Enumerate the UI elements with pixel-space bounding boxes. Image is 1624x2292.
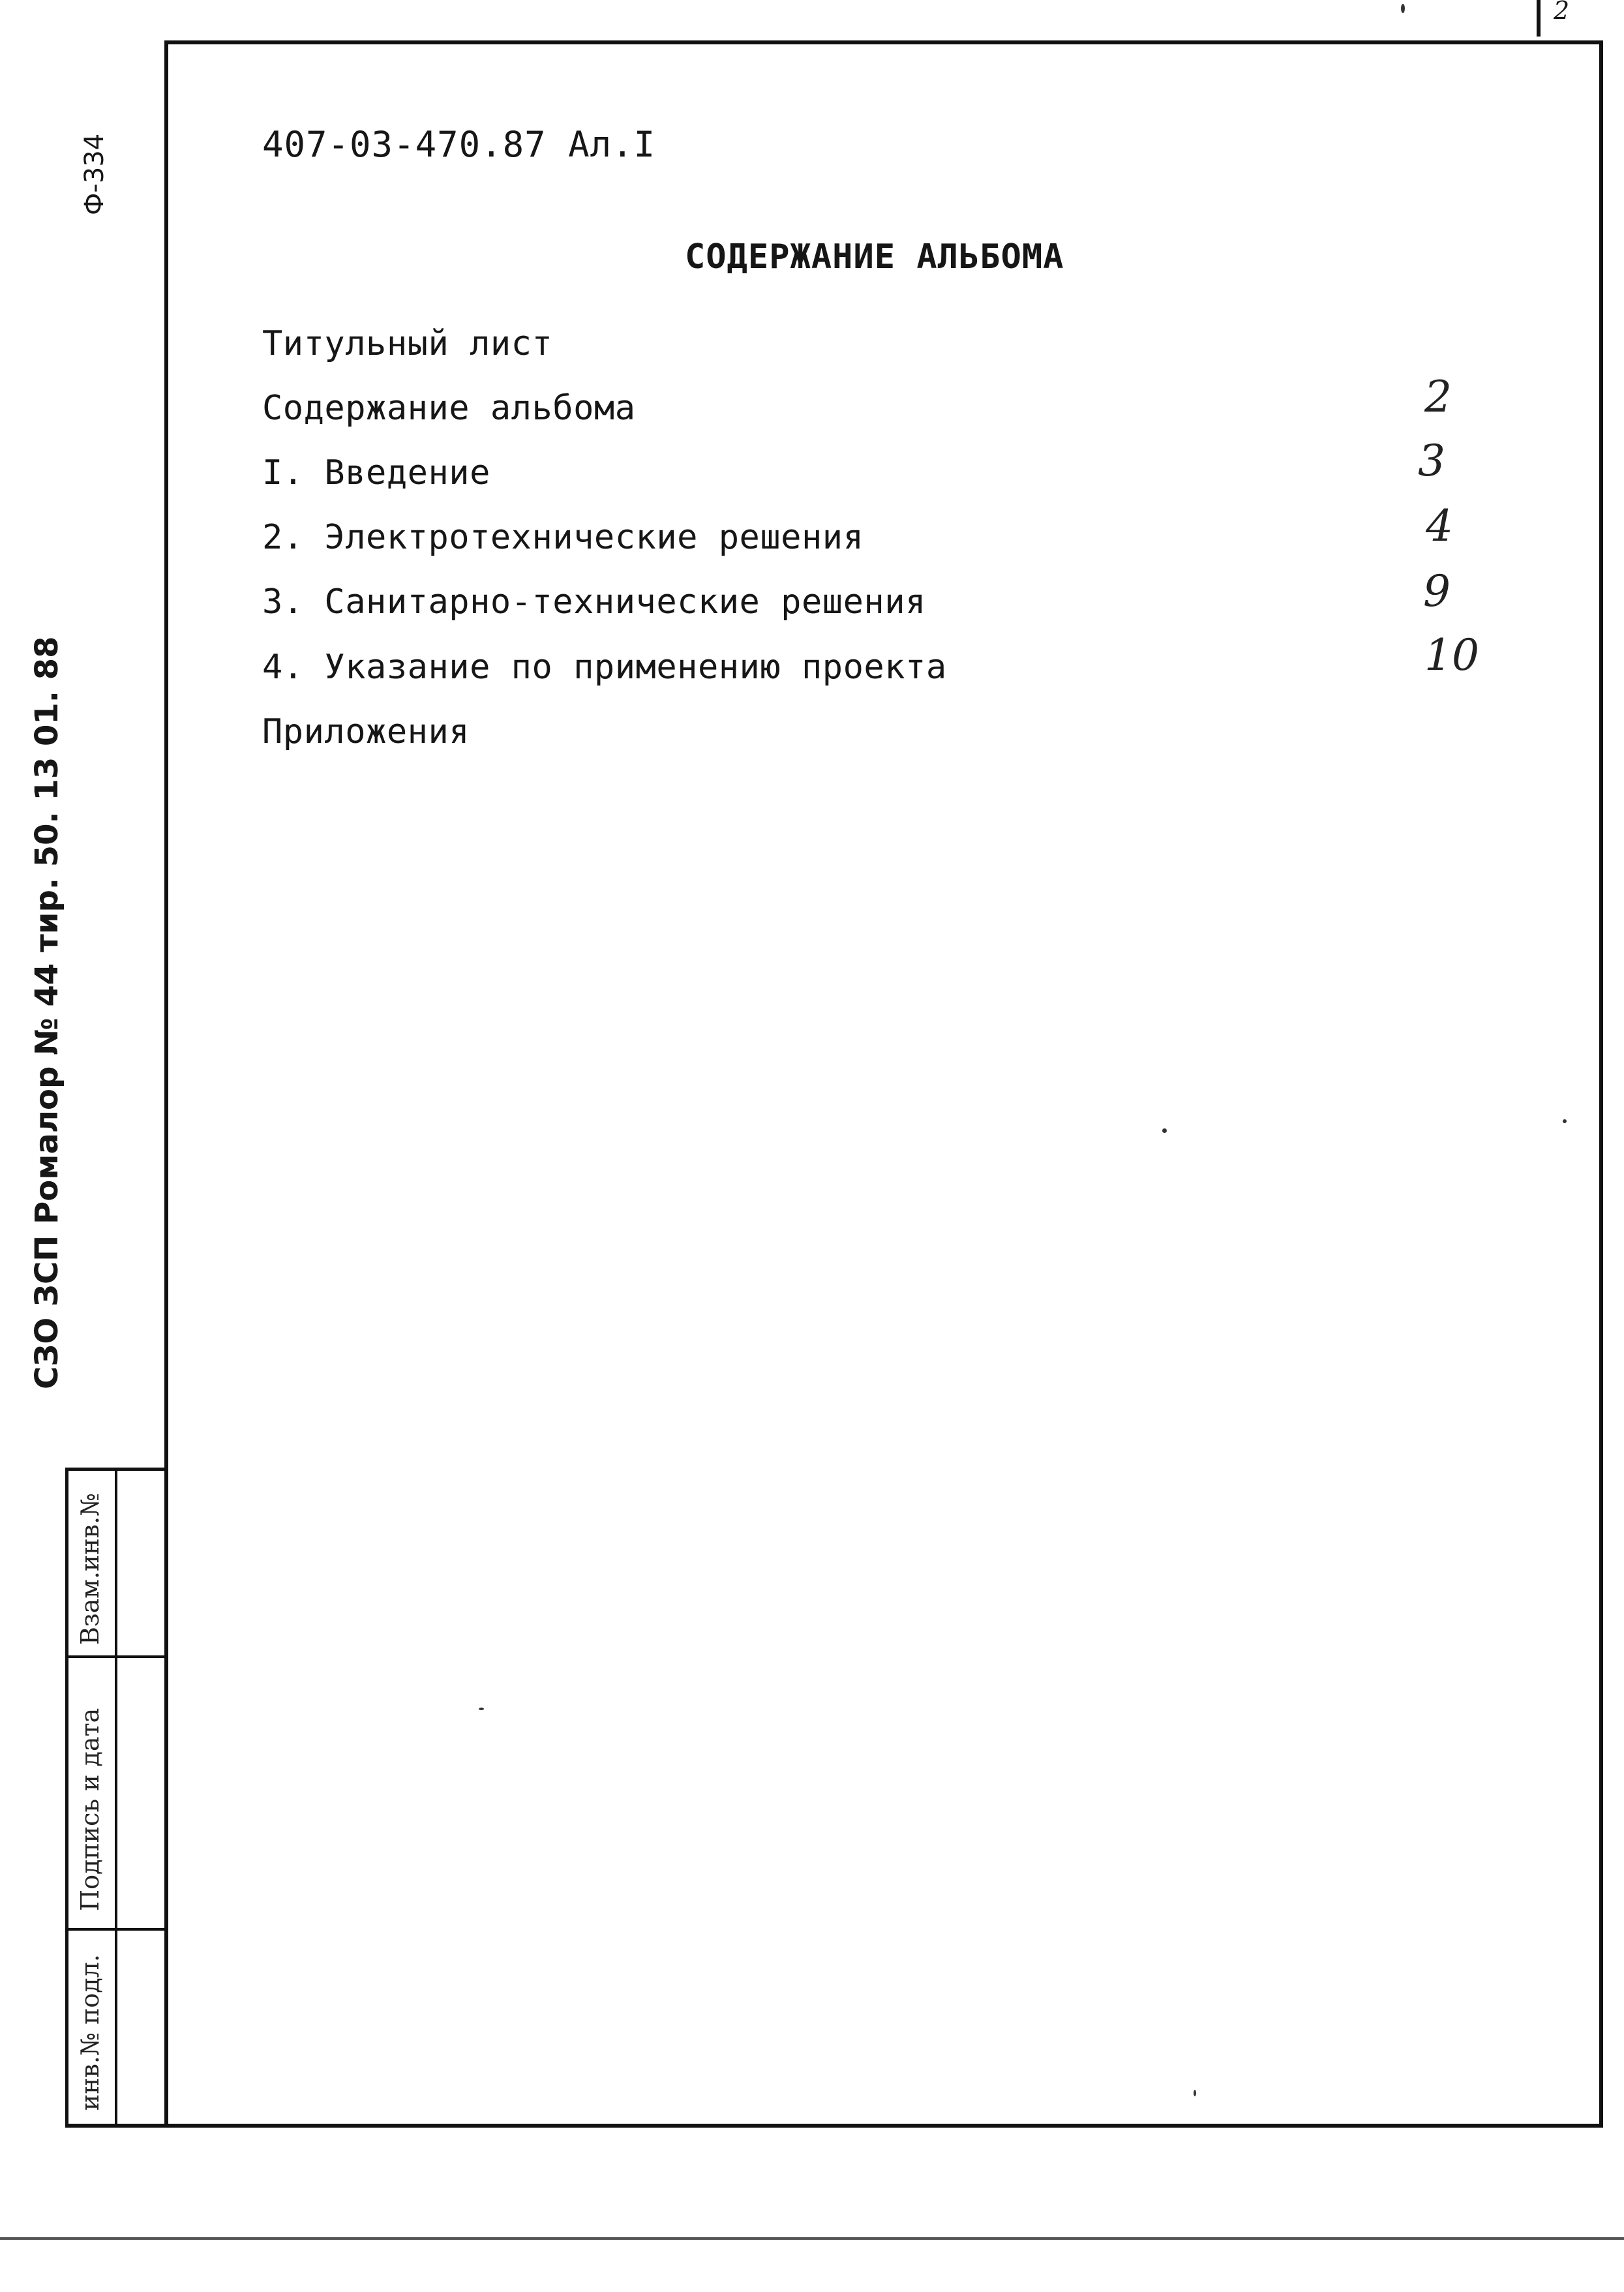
stamp-top-line	[65, 1468, 167, 1471]
print-info: СЗО ЗСП Ромалор № 44 тир. 50. 13 01. 88	[29, 636, 65, 1389]
toc-entry-title-sheet: Титульный лист	[262, 324, 553, 363]
toc-page-electrical: 4	[1426, 501, 1453, 551]
stamp-left-line	[65, 1468, 68, 2128]
document-code: 407-03-470.87 Ал.I	[262, 124, 656, 165]
page-bottom-line	[0, 2237, 1624, 2240]
stamp-field-replacement-inventory: Взам.инв.№	[76, 1492, 104, 1645]
frame-bottom-line	[65, 2124, 1603, 2128]
form-code: Ф-334	[80, 133, 110, 215]
toc-entry-album-contents: Содержание альбома	[262, 389, 636, 428]
scan-speck	[1194, 2090, 1196, 2096]
corner-mark: 2	[1554, 0, 1570, 25]
toc-page-album-contents: 2	[1424, 372, 1452, 422]
corner-tick-line	[1537, 0, 1541, 37]
stamp-field-original-inventory: инв.№ подл.	[76, 1954, 104, 2111]
frame-top-line	[168, 40, 1603, 44]
toc-entry-usage-instructions: 4. Указание по применению проекта	[262, 648, 947, 687]
stamp-divider-2	[65, 1928, 164, 1931]
toc-entry-sanitary: 3. Санитарно-технические решения	[262, 582, 926, 622]
frame-left-line	[164, 40, 168, 2128]
scan-speck	[1563, 1119, 1567, 1123]
stamp-middle-line	[115, 1468, 117, 2128]
frame-right-line	[1599, 40, 1603, 2128]
toc-entry-introduction: I. Введение	[262, 453, 490, 492]
toc-page-usage-instructions: 10	[1424, 630, 1479, 680]
scan-speck	[479, 1708, 484, 1710]
stamp-field-signature-date: Подпись и дата	[76, 1708, 104, 1911]
toc-entry-electrical: 2. Электротехнические решения	[262, 518, 864, 557]
corner-tick-speck	[1401, 4, 1405, 13]
page-title: СОДЕРЖАНИЕ АЛЬБОМА	[685, 237, 1064, 277]
stamp-divider-1	[65, 1655, 164, 1658]
toc-page-introduction: 3	[1418, 436, 1445, 486]
scan-speck	[1162, 1128, 1167, 1133]
toc-entry-appendices: Приложения	[262, 712, 470, 751]
toc-page-sanitary: 9	[1423, 566, 1451, 616]
